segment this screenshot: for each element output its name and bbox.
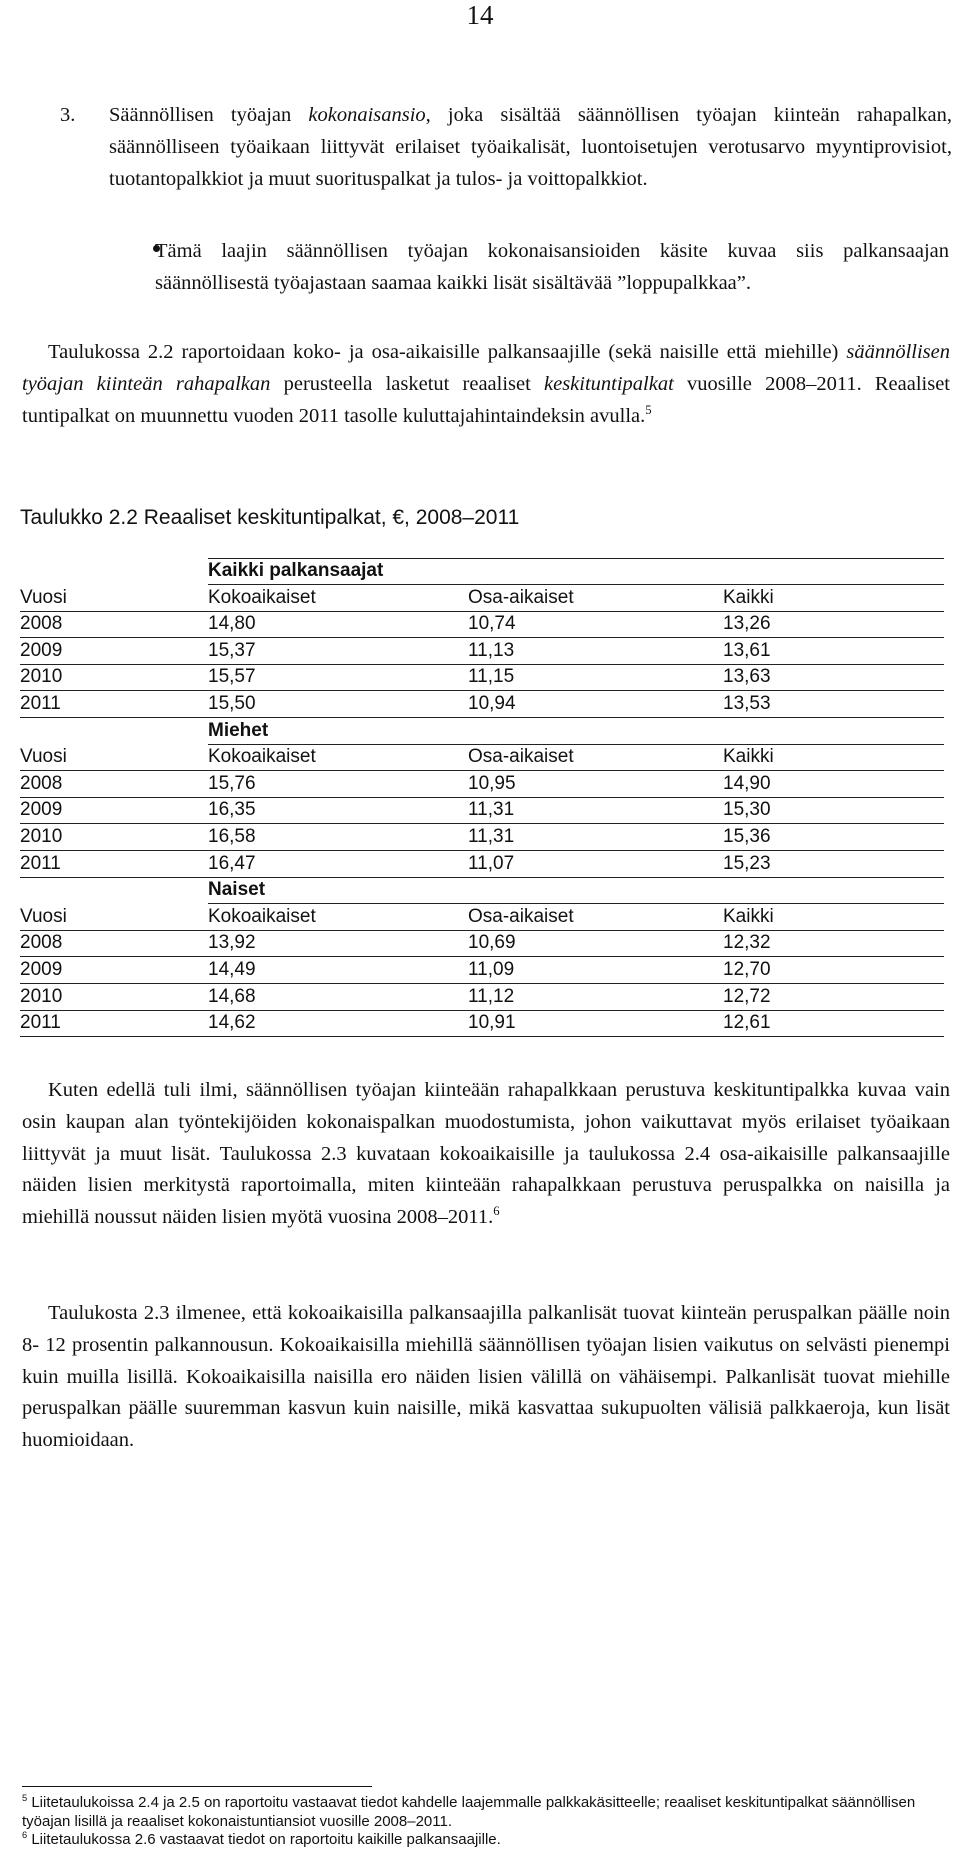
- table-cell: 11,13: [468, 639, 515, 661]
- footnote-ref: 6: [493, 1204, 500, 1219]
- group-title: Kaikki palkansaajat: [208, 560, 384, 581]
- table-cell: 13,63: [723, 666, 771, 688]
- table-cell: 14,68: [208, 985, 256, 1007]
- table-cell: 2009: [20, 958, 63, 980]
- table-cell: 11,31: [468, 825, 515, 847]
- table-rule: [20, 956, 944, 957]
- emphasis-term: keskituntipalkat: [544, 372, 674, 395]
- table-cell: 12,32: [723, 932, 771, 954]
- table-rule: [208, 903, 944, 904]
- text-span: perusteella lasketut reaaliset: [270, 372, 544, 395]
- header-row: [20, 904, 944, 931]
- header-row: [20, 744, 944, 771]
- column-header: Kokoaikaiset: [208, 586, 316, 608]
- wage-table: [20, 558, 944, 1037]
- table-cell: 2010: [20, 666, 63, 688]
- table-cell: 2009: [20, 799, 63, 821]
- table-cell: 13,26: [723, 613, 771, 635]
- table-row: [20, 611, 944, 638]
- group-title: Miehet: [208, 719, 269, 741]
- footnote: [22, 1794, 952, 1831]
- table-rule: [20, 770, 944, 771]
- table-cell: 15,57: [208, 666, 256, 688]
- column-header: Vuosi: [20, 905, 67, 927]
- group-title: Naiset: [208, 879, 266, 901]
- table-row: [20, 984, 944, 1011]
- paragraph-body: Taulukosta 2.3 ilmenee, että kokoaikaisilla palkansaajilla palkanlisät tuovat kiinteän peruspalkan päälle noin 8- 12 prosentin palkannousun. Kokoaikaisilla miehillä säännöllisen työajan lisien vaikutus on selvästi pienempi kuin muilla lisillä. Kokoaikaisilla naisilla ero näiden lisien välillä on vähäisempi. Palkanlisät tuovat miehille peruspalkan päälle suuremman kasvun kuin naisille, mikä kasvattaa sukupuolten välisiä palkkaeroja, kun lisät huomioidaan.: [22, 1302, 950, 1452]
- footnote-text: Liitetaulukossa 2.6 vastaavat tiedot on raportoitu kaikille palkansaajille.: [27, 1831, 501, 1848]
- table-cell: 10,69: [468, 932, 516, 954]
- table-cell: 2010: [20, 825, 63, 847]
- table-cell: 2010: [20, 985, 63, 1007]
- text-span: vuosille 2008–2011. Reaaliset tuntipalkat on muunnettu vuoden 2011 tasolle kuluttajahintaindeksin avulla.: [22, 372, 951, 427]
- table-rule: [20, 823, 944, 824]
- table-cell: 15,30: [723, 799, 771, 821]
- table-cell: 15,37: [208, 639, 256, 661]
- emphasis-term: kokonaisansio: [308, 104, 426, 126]
- table-rule: [20, 877, 944, 878]
- list-item-text-part: , joka sisältää säännöllisen työajan kiinteän rahapalkan, säännölliseen työaikaan liittyvät erilaiset työaikalisät, luontoisetujen verotusarvo myyntiprovisiot, tuotantopalkkiot ja muut suorituspalkat ja tulos- ja voittopalkkiot.: [109, 104, 952, 190]
- table-rule: [20, 930, 944, 931]
- column-header: Osa-aikaiset: [468, 905, 574, 927]
- table-row: [20, 824, 944, 851]
- footnotes: [22, 1794, 952, 1850]
- table-rule: [20, 850, 944, 851]
- table-cell: 13,92: [208, 932, 256, 954]
- table-cell: 2011: [20, 852, 61, 874]
- table-cell: 16,58: [208, 825, 256, 847]
- footnote-divider: [22, 1786, 372, 1787]
- table-rule: [20, 664, 944, 665]
- list-item-3: [40, 100, 952, 195]
- table-cell: 11,31: [468, 799, 515, 821]
- footnote-number: 5: [22, 1793, 28, 1803]
- table-cell: 10,95: [468, 772, 516, 794]
- table-rule: [20, 797, 944, 798]
- column-header: Osa-aikaiset: [468, 586, 574, 608]
- table-rule: [20, 637, 944, 638]
- table-rule: [20, 690, 944, 691]
- table-cell: 2008: [20, 613, 63, 635]
- column-header: Kokoaikaiset: [208, 905, 316, 927]
- table-cell: 15,76: [208, 772, 256, 794]
- table-row: [20, 930, 944, 957]
- table-rule: [208, 584, 944, 585]
- table-cell: 13,53: [723, 692, 771, 714]
- column-header: Kaikki: [723, 586, 774, 608]
- table-rule: [208, 744, 944, 745]
- table-cell: 2009: [20, 639, 63, 661]
- table-cell: 2011: [20, 692, 61, 714]
- table-title: Taulukko 2.2 Reaaliset keskituntipalkat, €, 2008–2011: [20, 506, 520, 529]
- table-rule: [20, 717, 944, 718]
- group-row: [20, 877, 944, 904]
- table-cell: 10,94: [468, 692, 516, 714]
- table-rule: [20, 611, 944, 612]
- table-cell: 2008: [20, 772, 63, 794]
- table-row: [20, 691, 944, 718]
- table-rule: [20, 1036, 944, 1037]
- table-cell: 11,15: [468, 666, 515, 688]
- table-row: [20, 638, 944, 665]
- footnote: [22, 1831, 952, 1850]
- table-cell: 11,09: [468, 958, 515, 980]
- column-header: Kaikki: [723, 905, 774, 927]
- table-row: [20, 664, 944, 691]
- emphasis-term: säännöllisen työajan kiinteän rahapalkan: [22, 341, 950, 395]
- column-header: Kaikki: [723, 746, 774, 768]
- table-cell: 11,07: [468, 852, 515, 874]
- table-row: [20, 851, 944, 878]
- table-rule: [20, 983, 944, 984]
- paragraph-intro: [22, 337, 950, 432]
- header-row: [20, 585, 944, 612]
- table-cell: 15,50: [208, 692, 256, 714]
- list-item-number: 3.: [60, 104, 76, 126]
- table-cell: 10,74: [468, 613, 516, 635]
- paragraph-body: [22, 1075, 950, 1234]
- column-header: Vuosi: [20, 746, 67, 768]
- table-cell: 2011: [20, 1012, 61, 1034]
- group-row: [20, 718, 944, 745]
- table-cell: 13,61: [723, 639, 771, 661]
- list-item-text-part: Säännöllisen työajan: [109, 104, 309, 126]
- table-row: [20, 1010, 944, 1037]
- table-row: [20, 957, 944, 984]
- text-span: Taulukossa 2.2 raportoidaan koko- ja osa-aikaisille palkansaajille (sekä naisille että miehille): [48, 341, 847, 363]
- table-cell: 14,80: [208, 613, 256, 635]
- table-cell: 14,62: [208, 1012, 256, 1034]
- table-row: [20, 771, 944, 798]
- page-number: 14: [466, 0, 494, 30]
- table-cell: 15,36: [723, 825, 771, 847]
- table-cell: 16,47: [208, 852, 256, 874]
- bullet-text: Tämä laajin säännöllisen työajan kokonaisansioiden käsite kuvaa siis palkansaajan säännöllisestä työajastaan saamaa kaikki lisät sisältävää ”loppupalkkaa”.: [155, 240, 949, 294]
- column-header: Osa-aikaiset: [468, 746, 574, 768]
- list-item-text: [109, 100, 952, 195]
- column-header: Kokoaikaiset: [208, 746, 316, 768]
- table-cell: 14,49: [208, 958, 256, 980]
- table-cell: 15,23: [723, 852, 771, 874]
- table-cell: 16,35: [208, 799, 256, 821]
- group-row: [20, 558, 944, 585]
- footnote-text: Liitetaulukoissa 2.4 ja 2.5 on raportoitu vastaavat tiedot kahdelle laajemmalle palkkakäsitteelle; reaaliset keskituntipalkat säännöllisen työajan lisillä ja reaaliset kokonaistuntiansiot vuosille 2008–2011.: [22, 1794, 916, 1830]
- footnote-number: 6: [22, 1830, 28, 1840]
- table-cell: 12,61: [723, 1012, 771, 1034]
- table-cell: 12,72: [723, 985, 771, 1007]
- column-header: Vuosi: [20, 586, 67, 608]
- table-row: [20, 797, 944, 824]
- table-cell: 14,90: [723, 772, 771, 794]
- table-cell: 11,12: [468, 985, 515, 1007]
- table-rule: [208, 558, 944, 559]
- table-rule: [20, 1010, 944, 1011]
- footnote-ref: 5: [645, 402, 652, 417]
- table-cell: 10,91: [468, 1012, 516, 1034]
- table-cell: 2008: [20, 932, 63, 954]
- table-cell: 12,70: [723, 958, 771, 980]
- text-span: Kuten edellä tuli ilmi, säännöllisen työajan kiinteään rahapalkkaan perustuva keskituntipalkka kuvaa vain osin kaupan alan työntekijöiden kokonaispalkan muodostumista, johon vaikuttavat myös erilaiset työaikaan liittyvät ja muut lisät. Taulukossa 2.3 kuvataan kokoaikaisille ja taulukossa 2.4 osa-aikaisille palkansaajille näiden lisien merkitystä raportoimalla, miten kiinteään rahapalkkaan perustuva peruspalkka on naisilla ja miehillä noussut näiden lisien myötä vuosina 2008–2011.: [22, 1079, 950, 1229]
